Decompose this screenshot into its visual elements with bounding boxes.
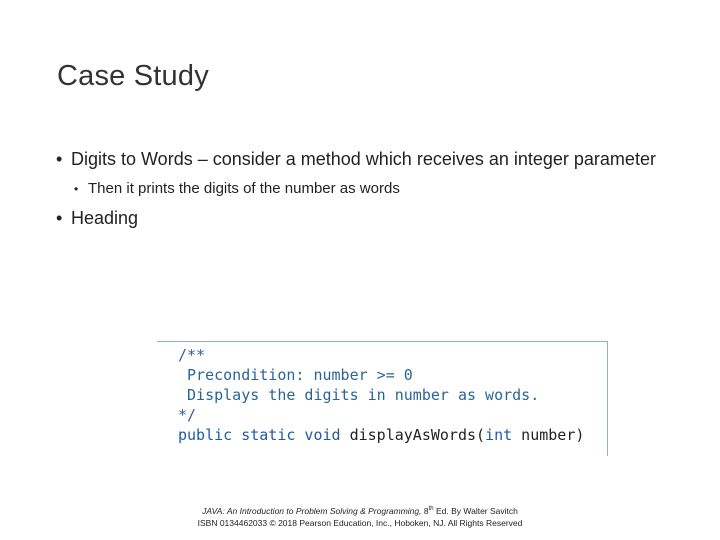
code-snippet-box — [157, 341, 608, 456]
bullet-marker: • — [56, 149, 63, 169]
bullet-item — [56, 148, 656, 171]
sub-bullet-text: Then it prints the digits of the number as words — [88, 180, 400, 197]
code-keywords: public static void — [178, 426, 350, 444]
sub-bullet-marker: • — [74, 182, 79, 196]
code-snippet — [178, 345, 584, 445]
footer-edition-suffix: th — [428, 506, 434, 513]
footer-book-title: JAVA: An Introduction to Problem Solving & Programming, — [202, 506, 422, 516]
bullet-text: Heading — [71, 208, 139, 228]
slide-title: Case Study — [57, 60, 209, 92]
code-method-name: displayAsWords( — [349, 426, 486, 444]
code-line-description: Displays the digits in number as words. — [178, 386, 540, 404]
bullet-list — [56, 148, 656, 238]
footer-author: Ed. By Walter Savitch — [433, 506, 518, 516]
bullet-marker: • — [56, 208, 63, 228]
footer-citation — [0, 506, 720, 516]
bullet-text: Digits to Words – consider a method which receives an integer parameter — [71, 149, 656, 169]
code-line-precondition: Precondition: number >= 0 — [178, 366, 413, 384]
code-param-type: int — [485, 426, 513, 444]
bullet-item — [56, 207, 656, 230]
footer-edition: 8 — [421, 506, 429, 516]
footer-copyright: ISBN 0134462033 © 2018 Pearson Education, Inc., Hoboken, NJ. All Rights Reserved — [197, 518, 523, 528]
sub-bullet-item — [74, 179, 656, 199]
code-line-comment-open: /** — [178, 346, 206, 364]
code-param-name: number) — [512, 426, 585, 444]
code-line-comment-close: */ — [178, 406, 197, 424]
